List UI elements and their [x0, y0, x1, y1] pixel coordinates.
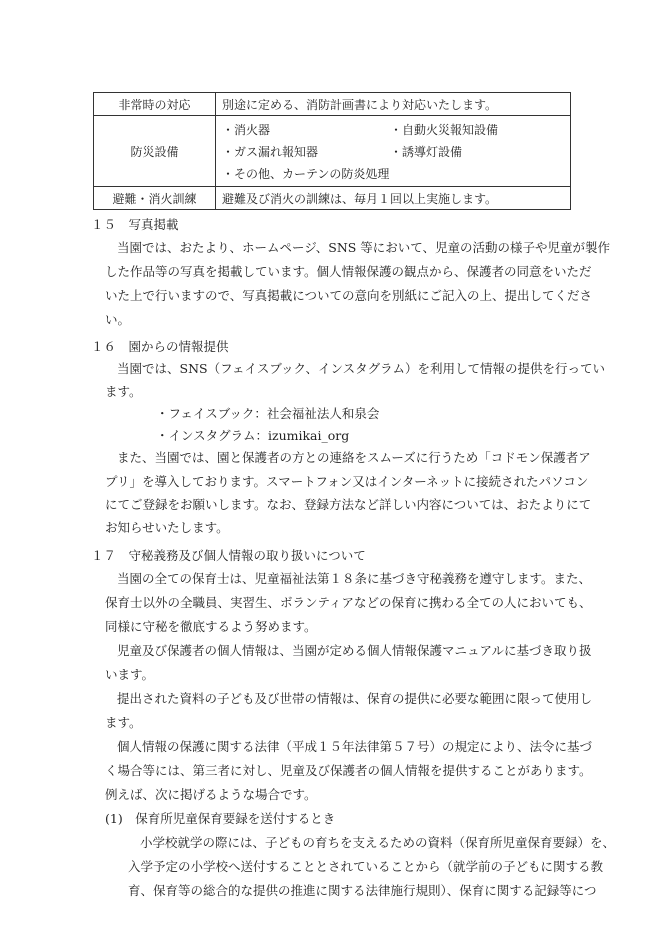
table-row [94, 116, 571, 187]
paragraph-line: 例えば、次に掲げるような場合です。 [105, 787, 317, 802]
paragraph-line: ます。 [105, 715, 142, 730]
paragraph-line: 小学校就学の際には、子どもの育ちを支えるための資料（保育所児童保育要録）を、 [140, 835, 616, 850]
paragraph-line: 入学予定の小学校へ送付することとされていることから（就学前の子どもに関する教 [128, 859, 604, 874]
paragraph-line: プリ」を導入しております。スマートフォン又はインターネットに接続されたパソコン [105, 474, 589, 489]
paragraph-line: く場合等には、第三者に対し、児童及び保護者の個人情報を提供することがあります。 [105, 763, 592, 778]
list-item: ・ガス漏れ報知器 [222, 144, 319, 159]
paragraph-line: にてご登録をお願いします。なお、登録方法など詳しい内容については、おたよりにて [105, 497, 592, 512]
list-item: ・自動火災報知設備 [390, 122, 499, 137]
emergency-info-table [93, 92, 571, 210]
paragraph-line: 当園では、SNS（フェイスブック、インスタグラム）を利用して情報の提供を行ってい [117, 361, 605, 376]
table-value: 別途に定める、消防計画書により対応いたします。 [216, 93, 571, 116]
paragraph-line: また、当園では、園と保護者の方との連絡をスムーズに行うため「コドモン保護者ア [117, 450, 591, 465]
paragraph-line: 保育士以外の全職員、実習生、ボランティアなどの保育に携わる全ての人においても、 [105, 595, 592, 610]
list-item: ・誘導灯設備 [390, 144, 463, 159]
table-value: 避難及び消火の訓練は、毎月１回以上実施します。 [216, 187, 571, 210]
paragraph-line: い。 [105, 312, 131, 327]
equipment-list [222, 121, 570, 182]
paragraph-line: 個人情報の保護に関する法律（平成１５年法律第５７号）の規定により、法令に基づ [117, 739, 593, 754]
list-item: ・消火器 [222, 122, 271, 137]
paragraph-line: ます。 [105, 384, 142, 399]
paragraph-line: 同様に守秘を徹底するよう努めます。 [105, 619, 317, 634]
sub-heading: (1) 保育所児童保育要録を送付するとき [105, 811, 336, 826]
paragraph-line: いた上で行いますので、写真掲載についての意向を別紙にご記入の上、提出してくださ [105, 288, 593, 303]
paragraph-line: います。 [105, 667, 155, 682]
paragraph-line: 児童及び保護者の個人情報は、当園が定める個人情報保護マニュアルに基づき取り扱 [117, 643, 592, 658]
paragraph-line: 当園の全ての保育士は、児童福祉法第１８条に基づき守秘義務を遵守します。また、 [117, 571, 592, 586]
table-label: 非常時の対応 [94, 93, 216, 116]
table-label: 避難・消火訓練 [94, 187, 216, 210]
table-label: 防災設備 [94, 116, 216, 187]
list-item: ・インスタグラム：izumikai_org [156, 428, 350, 443]
section-heading: １７ 守秘義務及び個人情報の取り扱いについて [91, 548, 366, 563]
paragraph-line: お知らせいたします。 [105, 520, 229, 535]
list-item: ・フェイスブック：社会福祉法人和泉会 [156, 406, 380, 421]
section-heading: １６ 園からの情報提供 [91, 339, 229, 354]
paragraph-line: した作品等の写真を掲載しています。個人情報保護の観点から、保護者の同意をいただ [105, 264, 592, 279]
list-item: ・その他、カーテンの防炎処理 [222, 166, 390, 181]
paragraph-line: 育、保育等の総合的な提供の推進に関する法律施行規則）、保育に関する記録等につ [128, 883, 597, 898]
table-row [94, 187, 571, 210]
paragraph-line: 提出された資料の子ども及び世帯の情報は、保育の提供に必要な範囲に限って使用し [117, 691, 593, 706]
table-value [216, 116, 571, 187]
paragraph-line: 当園では、おたより、ホームページ、SNS 等において、児童の活動の様子や児童が製作 [117, 240, 611, 255]
table-row [94, 93, 571, 116]
section-heading: １５ 写真掲載 [91, 217, 179, 232]
